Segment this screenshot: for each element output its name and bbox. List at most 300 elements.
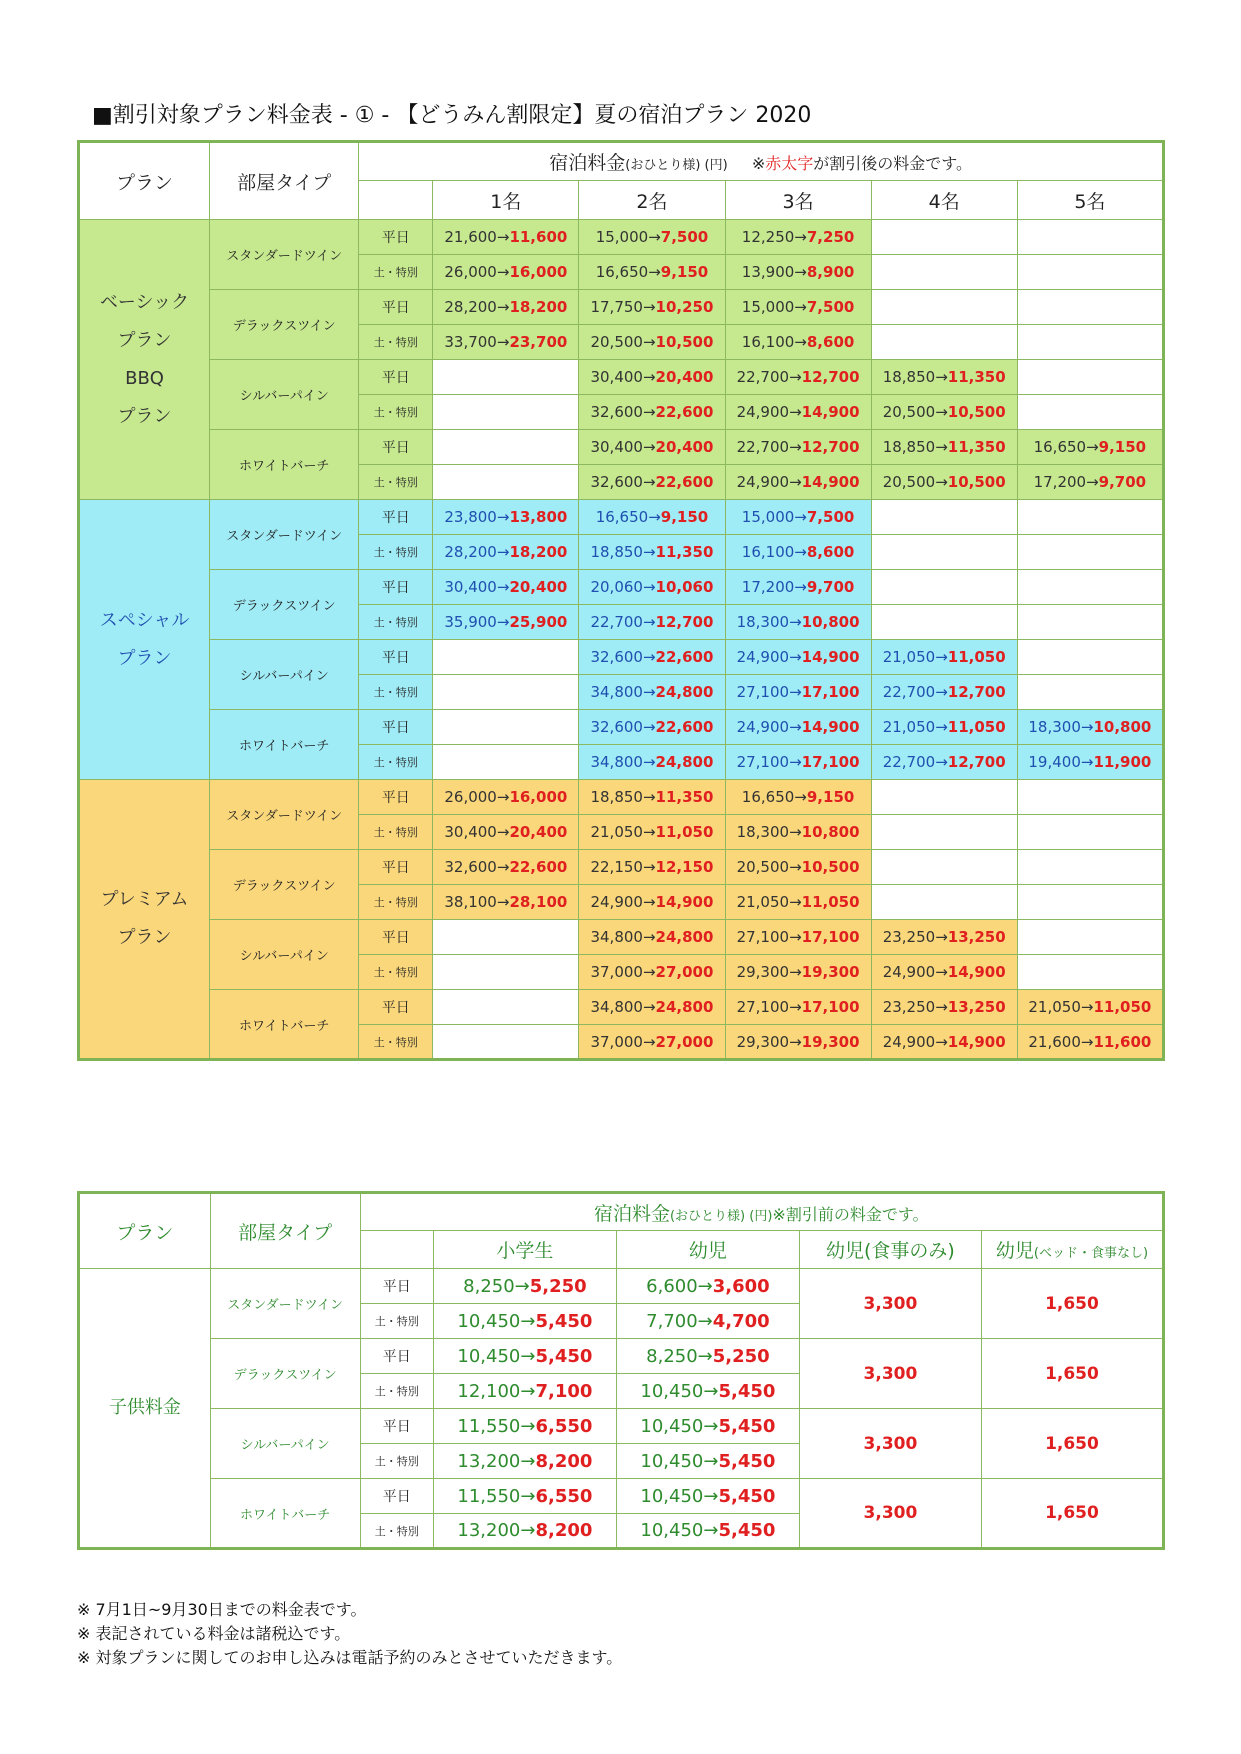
price-cell: [871, 430, 1017, 465]
regular-price: 37,000: [590, 1032, 643, 1051]
regular-price: 34,800: [590, 683, 643, 701]
arrow-icon: →: [789, 403, 802, 421]
discount-price: 14,900: [801, 403, 860, 421]
price-cell: [871, 395, 1017, 430]
day-type-cell: 土・特別: [359, 395, 433, 430]
price-cell: [433, 220, 579, 255]
day-type-cell: 平日: [359, 920, 433, 955]
table-row: [79, 850, 1164, 885]
price-cell: [1017, 465, 1163, 500]
child-header-room-type: 部屋タイプ: [210, 1193, 360, 1269]
table-row: [79, 1479, 1164, 1514]
day-type-cell: 平日: [359, 430, 433, 465]
price-cell: [725, 570, 871, 605]
price-cell: [433, 920, 579, 955]
price-cell: [1017, 920, 1163, 955]
infant-meal-only-price: 3,300: [799, 1339, 981, 1409]
discount-price: 11,350: [947, 438, 1006, 456]
price-cell: [1017, 360, 1163, 395]
regular-price: 10,450: [640, 1520, 704, 1541]
arrow-icon: →: [703, 1415, 719, 1437]
arrow-icon: →: [520, 1310, 536, 1332]
price-cell: [871, 255, 1017, 290]
regular-price: 16,650: [595, 508, 649, 526]
regular-price: 6,600: [646, 1275, 698, 1297]
price-cell: [433, 990, 579, 1025]
discount-price: 22,600: [655, 648, 714, 666]
price-cell: [579, 220, 725, 255]
arrow-icon: →: [496, 893, 510, 911]
child-note: ※割引前の料金です。: [772, 1204, 929, 1224]
price-cell: [579, 675, 725, 710]
regular-price: 19,400: [1028, 753, 1081, 771]
day-type-cell: 土・特別: [359, 325, 433, 360]
regular-price: 34,800: [590, 753, 643, 771]
plan-name-line: ベーシック: [99, 291, 190, 313]
regular-price: 10,450: [457, 1345, 521, 1367]
arrow-icon: →: [642, 788, 656, 806]
infant-price-cell: [616, 1479, 799, 1514]
discount-price: 14,900: [801, 718, 860, 736]
infant-price-cell: [616, 1374, 799, 1409]
regular-price: 30,400: [444, 578, 497, 596]
regular-price: 32,600: [590, 403, 643, 421]
arrow-icon: →: [520, 1450, 536, 1472]
discount-price: 7,500: [660, 228, 709, 246]
plan-cell: [79, 220, 210, 500]
arrow-icon: →: [496, 788, 510, 806]
regular-price: 24,900: [590, 893, 643, 911]
page-title: ■割引対象プラン料金表 - ① - 【どうみん割限定】夏の宿泊プラン 2020: [92, 103, 812, 128]
room-type-cell: デラックスツイン: [210, 850, 359, 920]
price-cell: [871, 500, 1017, 535]
regular-price: 18,300: [736, 823, 790, 841]
arrow-icon: →: [648, 508, 661, 526]
discount-price: 10,500: [801, 858, 860, 876]
regular-price: 24,900: [736, 473, 790, 491]
regular-price: 15,000: [741, 508, 795, 526]
plan-name-line: プレミアム: [100, 889, 189, 910]
regular-price: 34,800: [590, 928, 643, 946]
arrow-icon: →: [642, 893, 656, 911]
regular-price: 22,700: [736, 368, 790, 386]
arrow-icon: →: [935, 998, 948, 1016]
discount-price: 9,150: [660, 263, 709, 281]
room-type-cell: シルバーパイン: [210, 1409, 360, 1479]
regular-price: 20,500: [736, 858, 790, 876]
discount-price: 17,100: [801, 683, 860, 701]
discount-price: 8,200: [535, 1450, 593, 1472]
table-row: [79, 570, 1164, 605]
regular-price: 24,900: [882, 1032, 936, 1051]
price-cell: [579, 360, 725, 395]
table-row: [79, 990, 1164, 1025]
regular-price: 15,000: [741, 298, 795, 316]
regular-price: 28,200: [444, 543, 497, 561]
regular-price: 21,050: [882, 648, 936, 666]
regular-price: 24,900: [882, 963, 936, 981]
child-header-price-label: [360, 1193, 1163, 1231]
discount-price: 12,700: [801, 368, 860, 386]
regular-price: 18,850: [882, 368, 936, 386]
discount-price: 8,900: [806, 263, 855, 281]
room-type-cell: デラックスツイン: [210, 1339, 360, 1409]
arrow-icon: →: [935, 1032, 948, 1051]
price-cell: [1017, 220, 1163, 255]
room-type-cell: ホワイトバーチ: [210, 1479, 360, 1549]
arrow-icon: →: [789, 368, 802, 386]
regular-price: 34,800: [590, 998, 643, 1016]
arrow-icon: →: [520, 1520, 536, 1541]
price-cell: [1017, 290, 1163, 325]
discount-price: 11,900: [1093, 753, 1152, 771]
arrow-icon: →: [642, 473, 656, 491]
arrow-icon: →: [642, 963, 656, 981]
discount-price: 27,000: [655, 963, 714, 981]
infant-no-bed-price: 1,650: [981, 1269, 1163, 1339]
arrow-icon: →: [789, 858, 802, 876]
arrow-icon: →: [642, 753, 656, 771]
discount-price: 22,600: [655, 718, 714, 736]
arrow-icon: →: [642, 578, 656, 596]
arrow-icon: →: [1086, 473, 1099, 491]
discount-price: 5,450: [718, 1520, 776, 1541]
child-price-label-per-person: (おひとり様) (円): [669, 1208, 773, 1224]
regular-price: 22,700: [590, 613, 643, 631]
day-type-cell: 土・特別: [359, 815, 433, 850]
discount-price: 28,100: [509, 893, 568, 911]
price-cell: [433, 780, 579, 815]
arrow-icon: →: [496, 613, 510, 631]
arrow-icon: →: [789, 1032, 802, 1051]
day-type-cell: 土・特別: [359, 535, 433, 570]
discount-price: 11,050: [801, 893, 860, 911]
discount-price: 6,550: [535, 1415, 593, 1437]
table-row: [79, 1269, 1164, 1304]
room-type-cell: ホワイトバーチ: [210, 430, 359, 500]
footnotes: [77, 1598, 622, 1670]
price-cell: [579, 605, 725, 640]
price-cell: [1017, 570, 1163, 605]
arrow-icon: →: [935, 648, 948, 666]
regular-price: 12,100: [457, 1380, 521, 1402]
price-cell: [725, 815, 871, 850]
discount-price: 14,900: [947, 1032, 1006, 1051]
discount-price: 13,250: [947, 998, 1006, 1016]
price-cell: [871, 1025, 1017, 1060]
elementary-price-cell: [433, 1304, 616, 1339]
day-type-cell: 平日: [359, 990, 433, 1025]
discount-price: 11,050: [655, 823, 714, 841]
regular-price: 16,650: [1033, 438, 1087, 456]
arrow-icon: →: [794, 788, 807, 806]
discount-price: 11,350: [655, 543, 714, 561]
footnote-3: ※ 対象プランに関してのお申し込みは電話予約のみとさせていただきます。: [77, 1648, 623, 1667]
arrow-icon: →: [642, 648, 656, 666]
price-cell: [579, 1025, 725, 1060]
table-row: [79, 220, 1164, 255]
price-cell: [871, 885, 1017, 920]
regular-price: 21,050: [736, 893, 790, 911]
room-type-cell: スタンダードツイン: [210, 220, 359, 290]
price-cell: [725, 535, 871, 570]
arrow-icon: →: [794, 578, 807, 596]
price-cell: [433, 500, 579, 535]
arrow-icon: →: [496, 228, 510, 246]
infant-price-cell: [616, 1339, 799, 1374]
child-plan-cell: 子供料金: [79, 1269, 211, 1549]
arrow-icon: →: [703, 1520, 719, 1541]
arrow-icon: →: [520, 1380, 536, 1402]
day-type-cell: 土・特別: [359, 605, 433, 640]
discount-price: 18,200: [509, 298, 568, 316]
discount-price: 24,800: [655, 683, 714, 701]
regular-price: 10,450: [640, 1380, 704, 1402]
infant-price-cell: [616, 1514, 799, 1549]
discount-price: 16,000: [509, 263, 568, 281]
price-cell: [579, 430, 725, 465]
regular-price: 22,700: [736, 438, 790, 456]
table-row: [79, 780, 1164, 815]
header-price-label: [359, 142, 1164, 181]
plan-name-line: プラン: [117, 405, 172, 427]
discount-price: 10,800: [801, 823, 860, 841]
regular-price: 28,200: [444, 298, 497, 316]
header-room-type: 部屋タイプ: [210, 142, 359, 220]
elementary-price-cell: [433, 1339, 616, 1374]
regular-price: 26,000: [444, 263, 497, 281]
day-type-cell: 土・特別: [359, 885, 433, 920]
arrow-icon: →: [935, 963, 948, 981]
discount-price: 5,450: [718, 1380, 776, 1402]
arrow-icon: →: [642, 683, 656, 701]
price-cell: [579, 955, 725, 990]
arrow-icon: →: [935, 438, 948, 456]
price-cell: [725, 430, 871, 465]
price-cell: [1017, 605, 1163, 640]
arrow-icon: →: [789, 473, 802, 491]
discount-price: 12,150: [655, 858, 714, 876]
day-type-cell: 平日: [359, 850, 433, 885]
elementary-price-cell: [433, 1374, 616, 1409]
infant-none-sub: (ベッド・食事なし): [1033, 1246, 1149, 1261]
arrow-icon: →: [520, 1345, 536, 1367]
price-cell: [1017, 325, 1163, 360]
arrow-icon: →: [496, 578, 510, 596]
discount-price: 11,600: [509, 228, 568, 246]
header-person-1: 1名: [433, 181, 579, 220]
price-cell: [433, 815, 579, 850]
plan-name-line: プラン: [117, 647, 172, 669]
price-cell: [433, 430, 579, 465]
price-cell: [433, 325, 579, 360]
arrow-icon: →: [648, 228, 661, 246]
infant-no-bed-price: 1,650: [981, 1479, 1163, 1549]
arrow-icon: →: [789, 998, 802, 1016]
arrow-icon: →: [794, 333, 807, 351]
regular-price: 20,500: [590, 333, 643, 351]
regular-price: 21,050: [882, 718, 936, 736]
arrow-icon: →: [794, 228, 807, 246]
discount-price: 19,300: [801, 963, 860, 981]
arrow-icon: →: [703, 1485, 719, 1507]
arrow-icon: →: [703, 1380, 719, 1402]
price-cell: [871, 920, 1017, 955]
regular-price: 21,600: [1028, 1032, 1081, 1051]
discount-price: 27,000: [655, 1032, 714, 1051]
regular-price: 20,060: [590, 578, 643, 596]
discount-price: 10,500: [947, 473, 1006, 491]
regular-price: 24,900: [736, 403, 790, 421]
price-cell: [871, 990, 1017, 1025]
regular-price: 16,100: [741, 333, 795, 351]
arrow-icon: →: [935, 368, 948, 386]
infant-no-bed-price: 1,650: [981, 1409, 1163, 1479]
price-cell: [433, 885, 579, 920]
arrow-icon: →: [794, 263, 807, 281]
discount-price: 11,050: [947, 718, 1006, 736]
regular-price: 32,600: [444, 858, 497, 876]
discount-price: 5,450: [718, 1450, 776, 1472]
regular-price: 27,100: [736, 683, 790, 701]
discount-price: 22,600: [655, 473, 714, 491]
price-cell: [433, 850, 579, 885]
regular-price: 8,250: [646, 1345, 698, 1367]
price-cell: [1017, 1025, 1163, 1060]
price-cell: [433, 465, 579, 500]
price-cell: [1017, 955, 1163, 990]
price-cell: [871, 780, 1017, 815]
regular-price: 10,450: [640, 1415, 704, 1437]
plan-name-line: スペシャル: [99, 609, 190, 631]
discount-price: 22,600: [509, 858, 568, 876]
price-cell: [871, 745, 1017, 780]
arrow-icon: →: [935, 683, 948, 701]
regular-price: 18,850: [590, 543, 643, 561]
arrow-icon: →: [1080, 998, 1094, 1016]
discount-price: 20,400: [509, 823, 568, 841]
price-cell: [433, 640, 579, 675]
regular-price: 24,900: [736, 718, 790, 736]
price-cell: [725, 850, 871, 885]
discount-price: 9,700: [806, 578, 855, 596]
regular-price: 16,650: [741, 788, 795, 806]
price-cell: [871, 465, 1017, 500]
arrow-icon: →: [794, 543, 807, 561]
table-row: [79, 1339, 1164, 1374]
price-cell: [579, 780, 725, 815]
price-cell: [1017, 500, 1163, 535]
regular-price: 22,700: [882, 683, 936, 701]
price-cell: [433, 255, 579, 290]
room-type-cell: デラックスツイン: [210, 570, 359, 640]
regular-price: 30,400: [444, 823, 497, 841]
price-cell: [433, 290, 579, 325]
discount-price: 11,050: [1093, 998, 1152, 1016]
discount-price: 20,400: [655, 438, 714, 456]
infant-meal-only-price: 3,300: [799, 1409, 981, 1479]
regular-price: 30,400: [590, 438, 643, 456]
price-cell: [725, 1025, 871, 1060]
infant-meal-only-price: 3,300: [799, 1479, 981, 1549]
header-person-5: 5名: [1017, 181, 1163, 220]
regular-price: 21,050: [590, 823, 643, 841]
arrow-icon: →: [642, 438, 656, 456]
price-cell: [579, 990, 725, 1025]
discount-price: 16,000: [509, 788, 568, 806]
discount-price: 12,700: [801, 438, 860, 456]
price-cell: [433, 1025, 579, 1060]
day-type-cell: 土・特別: [359, 745, 433, 780]
arrow-icon: →: [642, 998, 656, 1016]
price-cell: [871, 220, 1017, 255]
infant-none-label: 幼児: [995, 1240, 1034, 1262]
plan-name-line: BBQ: [125, 367, 164, 389]
price-cell: [579, 710, 725, 745]
regular-price: 20,500: [882, 403, 936, 421]
table-row: [79, 290, 1164, 325]
price-cell: [579, 325, 725, 360]
room-type-cell: スタンダードツイン: [210, 500, 359, 570]
header-person-4: 4名: [871, 181, 1017, 220]
price-cell: [1017, 255, 1163, 290]
arrow-icon: →: [648, 263, 661, 281]
discount-price: 5,450: [718, 1415, 776, 1437]
regular-price: 22,700: [882, 753, 936, 771]
day-type-cell: 平日: [359, 710, 433, 745]
arrow-icon: →: [642, 928, 656, 946]
price-cell: [725, 955, 871, 990]
regular-price: 8,250: [463, 1275, 515, 1297]
room-type-cell: シルバーパイン: [210, 360, 359, 430]
price-cell: [725, 675, 871, 710]
discount-price: 20,400: [655, 368, 714, 386]
price-cell: [579, 850, 725, 885]
price-cell: [871, 815, 1017, 850]
discount-price: 9,150: [806, 788, 855, 806]
regular-price: 30,400: [590, 368, 643, 386]
discount-price: 5,450: [718, 1485, 776, 1507]
price-cell: [725, 255, 871, 290]
discount-price: 3,600: [712, 1275, 770, 1297]
discount-price: 10,800: [801, 613, 860, 631]
day-type-cell: 土・特別: [359, 255, 433, 290]
header-infant-no-bed-no-meal: [981, 1231, 1163, 1269]
arrow-icon: →: [935, 753, 948, 771]
price-cell: [871, 850, 1017, 885]
arrow-icon: →: [1080, 753, 1094, 771]
price-cell: [433, 570, 579, 605]
price-cell: [579, 815, 725, 850]
arrow-icon: →: [496, 298, 510, 316]
discount-price: 24,800: [655, 998, 714, 1016]
arrow-icon: →: [496, 858, 510, 876]
regular-price: 23,250: [882, 928, 936, 946]
regular-price: 17,200: [1033, 473, 1087, 491]
regular-price: 26,000: [444, 788, 497, 806]
price-cell: [725, 465, 871, 500]
infant-price-cell: [616, 1304, 799, 1339]
price-cell: [579, 395, 725, 430]
day-type-cell: 平日: [359, 360, 433, 395]
regular-price: 29,300: [736, 1032, 790, 1051]
arrow-icon: →: [642, 543, 656, 561]
arrow-icon: →: [789, 438, 802, 456]
day-type-cell: 平日: [359, 640, 433, 675]
discount-price: 13,250: [947, 928, 1006, 946]
price-cell: [579, 745, 725, 780]
price-cell: [579, 465, 725, 500]
